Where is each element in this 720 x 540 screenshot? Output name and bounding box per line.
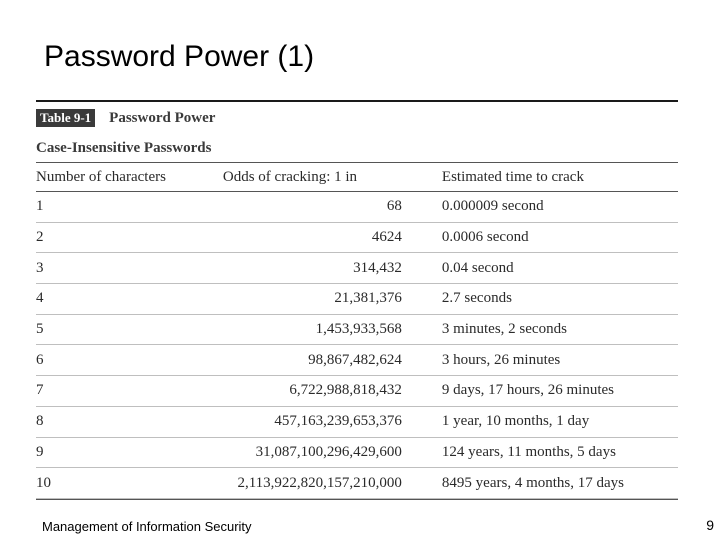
cell-characters: 10 [36, 474, 51, 491]
cell-odds: 6,722,988,818,432 [289, 382, 402, 399]
section-heading: Case-Insensitive Passwords [36, 134, 678, 163]
cell-odds: 31,087,100,296,429,600 [255, 443, 402, 460]
table-row [36, 192, 678, 223]
password-power-table [36, 100, 678, 500]
table-row [36, 376, 678, 407]
table-row [36, 223, 678, 254]
cell-characters: 7 [36, 382, 44, 399]
cell-characters: 5 [36, 321, 44, 338]
table-header-row [36, 163, 678, 192]
header-number-of-characters: Number of characters [36, 168, 166, 185]
table-row [36, 438, 678, 469]
header-odds: Odds of cracking: 1 in [222, 168, 358, 185]
table-row [36, 407, 678, 438]
table-caption [36, 102, 678, 134]
cell-odds: 314,432 [353, 259, 402, 276]
cell-odds: 98,867,482,624 [308, 351, 402, 368]
cell-odds: 4624 [371, 229, 402, 246]
cell-characters: 6 [36, 351, 44, 368]
table-row [36, 315, 678, 346]
cell-time: 0.0006 second [441, 229, 529, 246]
cell-time: 1 year, 10 months, 1 day [441, 413, 590, 430]
cell-characters: 9 [36, 443, 44, 460]
cell-time: 8495 years, 4 months, 17 days [441, 474, 624, 491]
cell-characters: 2 [36, 229, 44, 246]
table-row [36, 468, 678, 499]
cell-odds: 68 [386, 198, 402, 215]
table-number-tag: Table 9-1 [36, 109, 95, 127]
cell-time: 0.04 second [441, 259, 514, 276]
slide-title: Password Power (1) [44, 40, 315, 73]
table-row [36, 253, 678, 284]
header-time-to-crack: Estimated time to crack [441, 168, 584, 185]
cell-characters: 4 [36, 290, 44, 307]
cell-characters: 8 [36, 413, 44, 430]
cell-odds: 21,381,376 [334, 290, 402, 307]
cell-odds: 1,453,933,568 [315, 321, 402, 338]
cell-odds: 2,113,922,820,157,210,000 [237, 474, 402, 491]
cell-characters: 3 [36, 259, 44, 276]
cell-time: 124 years, 11 months, 5 days [441, 443, 616, 460]
cell-time: 3 hours, 26 minutes [441, 351, 561, 368]
table-row [36, 345, 678, 376]
table-name: Password Power [109, 109, 216, 126]
footer-course-title: Management of Information Security [42, 519, 252, 534]
table-row [36, 284, 678, 315]
cell-time: 3 minutes, 2 seconds [441, 321, 567, 338]
cell-time: 0.000009 second [441, 198, 544, 215]
table-bottom-rule [36, 499, 678, 500]
page-number: 9 [706, 517, 714, 533]
cell-characters: 1 [36, 198, 44, 215]
cell-odds: 457,163,239,653,376 [274, 413, 402, 430]
cell-time: 2.7 seconds [441, 290, 512, 307]
cell-time: 9 days, 17 hours, 26 minutes [441, 382, 614, 399]
